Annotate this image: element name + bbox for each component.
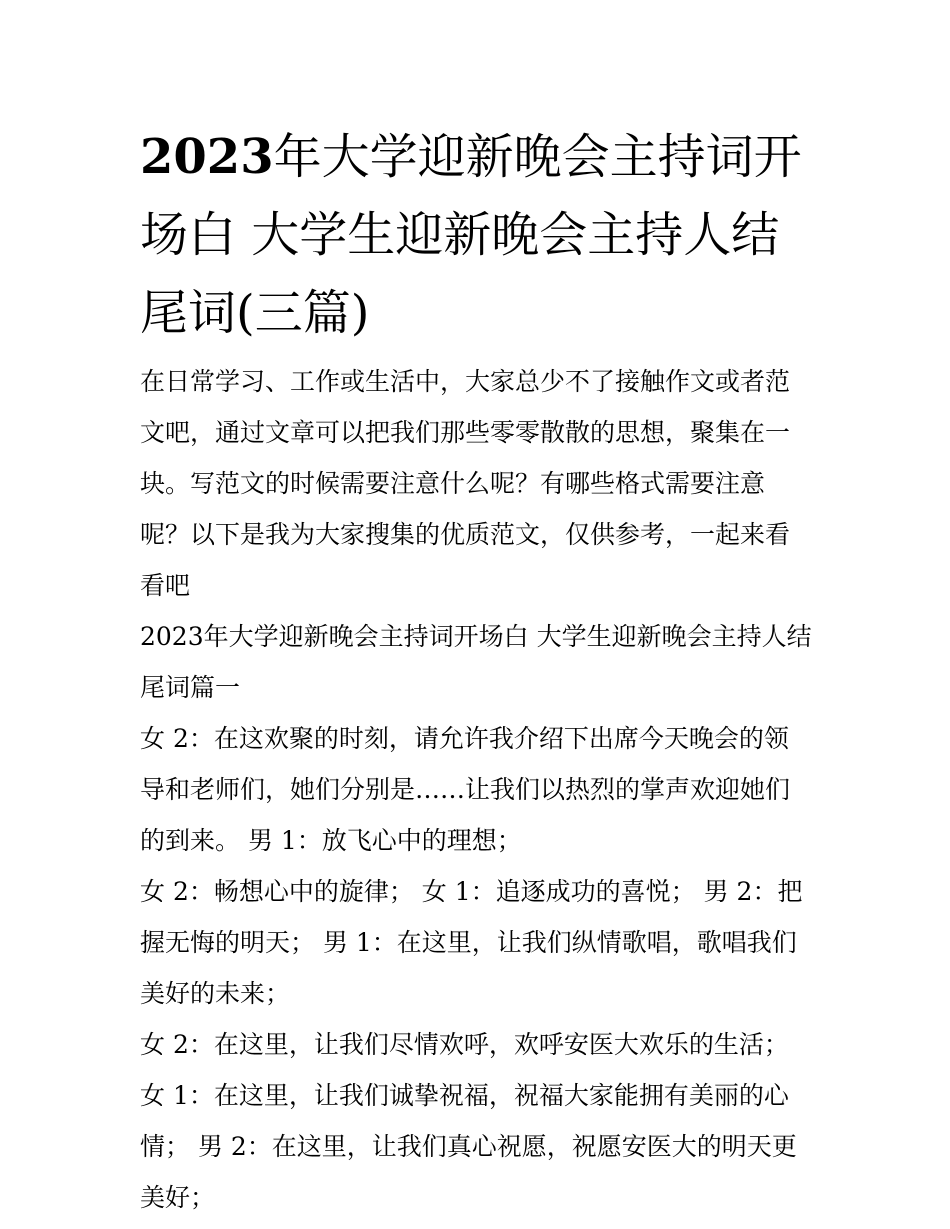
intro-paragraph: 在日常学习、工作或生活中，大家总少不了接触作文或者范文吧，通过文章可以把我们那些零零散散的思想，聚集在一块。写范文的时候需要注意什么呢？有哪些格式需要注意呢？以下是我为大家搜集的优质范文，仅供参考，一起来看看吧 — [140, 367, 791, 600]
script-paragraph: 女 2：在这里，让我们尽情欢呼，欢呼安医大欢乐的生活； 女 1：在这里，让我们诚挚祝福，祝福大家能拥有美丽的心情； 男 2：在这里，让我们真心祝愿，祝愿安医大的明天更美好； — [140, 1030, 797, 1212]
document-title — [140, 118, 812, 352]
document-body — [140, 356, 812, 1223]
title-year: 2023 — [140, 129, 274, 185]
title-text: 年大学迎新晚会主持词开场白 大学生迎新晚会主持人结尾词(三篇) — [140, 129, 802, 341]
script-paragraph: 女 2：畅想心中的旋律； 女 1：追逐成功的喜悦； 男 2：把握无悔的明天； 男 1：在这里，让我们纵情歌唱，歌唱我们美好的未来； — [140, 877, 803, 1008]
section-heading: 2023年大学迎新晚会主持词开场白 大学生迎新晚会主持人结尾词篇一 — [140, 622, 812, 702]
script-paragraph: 女 2：在这欢聚的时刻，请允许我介绍下出席今天晚会的领导和老师们，她们分别是……让我们以热烈的掌声欢迎她们的到来。 男 1：放飞心中的理想； — [140, 724, 791, 855]
